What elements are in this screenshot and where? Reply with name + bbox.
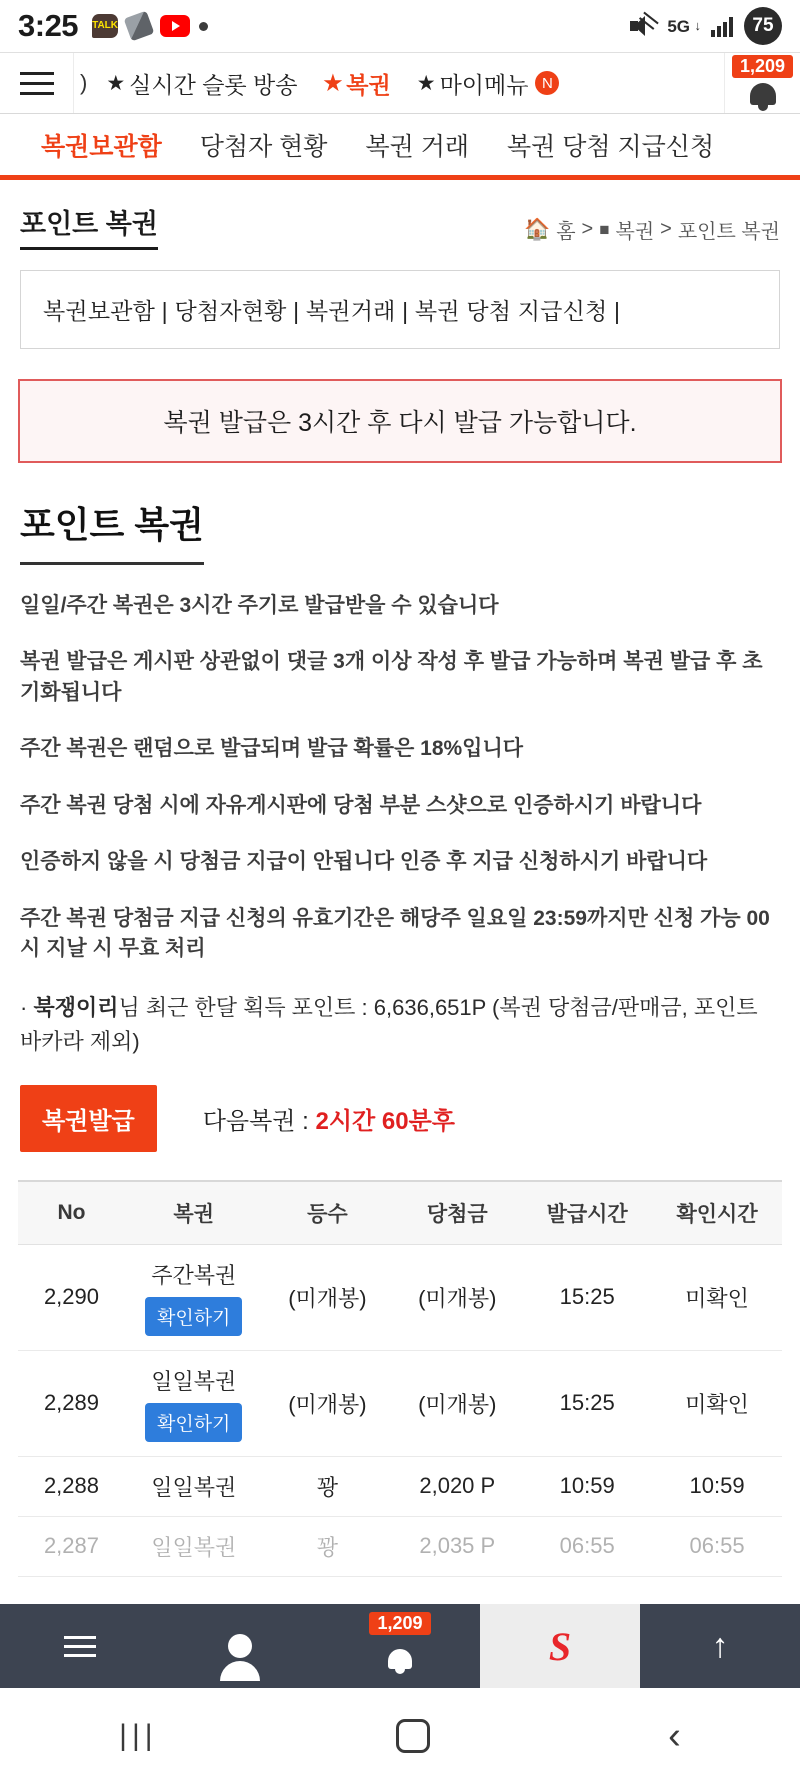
next-lottery-info (203, 1101, 455, 1136)
notice-item: 복권 발급은 게시판 상관없이 댓글 3개 이상 작성 후 발급 가능하며 복권 발급 후 초기화됩니다 (20, 650, 763, 704)
cell-issued: 15:25 (522, 1244, 652, 1350)
cell-lottery: 일일복권 (125, 1516, 263, 1576)
bullet-icon: · (20, 994, 28, 1020)
bottom-alarm-button[interactable] (320, 1604, 480, 1688)
cell-checked: 미확인 (652, 1350, 782, 1456)
mute-icon (628, 14, 656, 38)
youtube-icon (160, 15, 190, 37)
top-nav-scroller[interactable] (74, 53, 724, 113)
table-row[interactable] (18, 1244, 782, 1350)
cell-no: 2,288 (18, 1456, 125, 1516)
battery-icon: 75 (744, 7, 782, 45)
android-navigation-bar (0, 1688, 800, 1784)
issue-lottery-button[interactable]: 복권발급 (20, 1085, 157, 1152)
user-nickname: 북쟁이리 (33, 994, 119, 1020)
cell-issued: 15:25 (522, 1350, 652, 1456)
cell-rank: 꽝 (262, 1456, 392, 1516)
bottom-menu-button[interactable] (0, 1604, 160, 1688)
point-summary-text: 님 최근 한달 획득 포인트 : 6,636,651P (복권 당첨금/판매금, 포인트 바카라 제외) (20, 994, 758, 1054)
check-button[interactable]: 확인하기 (145, 1297, 242, 1336)
cell-lottery (125, 1244, 263, 1350)
point-summary (20, 991, 780, 1059)
person-icon (228, 1634, 252, 1658)
table-header-row (18, 1181, 782, 1245)
col-prize: 당첨금 (392, 1181, 522, 1245)
recent-apps-button[interactable]: ||| (119, 1719, 158, 1752)
cell-no: 2,289 (18, 1350, 125, 1456)
tab-winners[interactable]: 당첨자 현황 (199, 132, 328, 161)
kakaotalk-icon: TALK (92, 14, 118, 38)
breadcrumb-lottery[interactable]: 복권 (615, 221, 655, 243)
sub-tabs (0, 114, 800, 180)
lottery-name: 주간복권 (151, 1262, 237, 1288)
cell-issued: 10:59 (522, 1456, 652, 1516)
home-icon[interactable]: 🏠 (524, 217, 551, 241)
nav-item-lottery[interactable] (310, 67, 403, 100)
tab-lottery-box[interactable]: 복권보관함 (41, 132, 162, 161)
col-issued: 발급시간 (522, 1181, 652, 1245)
new-badge: N (535, 71, 559, 95)
breadcrumb (524, 215, 780, 250)
breadcrumb-sep: > (581, 218, 594, 240)
site-logo-icon: S (548, 1623, 572, 1669)
col-no: No (18, 1181, 125, 1245)
home-square-icon[interactable] (396, 1719, 430, 1753)
notice-item: 일일/주간 복권은 3시간 주기로 발급받을 수 있습니다 (20, 594, 499, 617)
cell-prize: (미개봉) (392, 1350, 522, 1456)
notice-item: 인증하지 않을 시 당첨금 지급이 안됩니다 인증 후 지급 신청하시기 바랍니다 (20, 850, 708, 874)
star-icon: ★ (323, 71, 343, 95)
cell-checked: 미확인 (652, 1244, 782, 1350)
cell-lottery: 일일복권 (125, 1456, 263, 1516)
notification-button[interactable] (724, 53, 800, 113)
notice-list (20, 591, 780, 965)
nav-item-label: 마이메뉴 (439, 71, 529, 98)
nav-item-label: 복권 (346, 71, 391, 98)
bottom-profile-button[interactable] (160, 1604, 320, 1688)
nav-item-live-slot[interactable] (93, 67, 310, 100)
cell-issued: 06:55 (522, 1516, 652, 1576)
next-lottery-label: 다음복권 : (202, 1107, 316, 1135)
cell-prize: (미개봉) (392, 1244, 522, 1350)
arrow-up-icon: ↑ (711, 1627, 729, 1665)
site-top-nav (0, 52, 800, 114)
cell-no: 2,290 (18, 1244, 125, 1350)
status-right-icons (628, 7, 782, 45)
star-icon: ★ (416, 71, 436, 95)
square-icon: ■ (599, 219, 610, 239)
cell-rank: (미개봉) (262, 1350, 392, 1456)
breadcrumb-home[interactable]: 홈 (556, 221, 576, 243)
nav-item-mymenu[interactable] (404, 67, 573, 100)
page-title: 포인트 복권 (20, 202, 158, 250)
page-header (0, 180, 800, 264)
issue-cooldown-alert: 복권 발급은 3시간 후 다시 발급 가능합니다. (18, 379, 782, 463)
signal-icon (711, 15, 733, 37)
lottery-name: 일일복권 (151, 1368, 237, 1394)
bell-icon (750, 83, 776, 105)
cell-lottery (125, 1350, 263, 1456)
breadcrumb-current: 포인트 복권 (677, 221, 780, 243)
nav-item-label: 실시간 슬롯 방송 (129, 71, 298, 98)
status-clock: 3:25 (18, 8, 79, 43)
check-button[interactable]: 확인하기 (145, 1403, 242, 1442)
col-rank: 등수 (262, 1181, 392, 1245)
cell-checked: 10:59 (652, 1456, 782, 1516)
nav-item-partial[interactable]: ) (80, 70, 88, 95)
scroll-top-button[interactable] (640, 1604, 800, 1688)
next-lottery-time: 2시간 60분후 (315, 1107, 455, 1135)
cell-rank: (미개봉) (262, 1244, 392, 1350)
notice-item: 주간 복권은 랜덤으로 발급되며 발급 확률은 18%입니다 (20, 737, 524, 761)
cell-no: 2,287 (18, 1516, 125, 1576)
page-content (0, 180, 800, 1784)
tab-payout-request[interactable]: 복권 당첨 지급신청 (507, 132, 715, 161)
status-left-icons (92, 14, 208, 38)
table-row[interactable] (18, 1516, 782, 1576)
col-lottery: 복권 (125, 1181, 263, 1245)
section-title: 포인트 복권 (20, 497, 204, 565)
cell-checked: 06:55 (652, 1516, 782, 1576)
tab-lottery-trade[interactable]: 복권 거래 (365, 132, 470, 161)
table-row[interactable] (18, 1350, 782, 1456)
bottom-toolbar (0, 1604, 800, 1688)
alarm-count: 1,209 (369, 1612, 430, 1635)
notification-count: 1,209 (732, 55, 793, 78)
breadcrumb-sep: > (660, 218, 672, 240)
pen-icon (124, 11, 155, 42)
star-icon: ★ (106, 71, 126, 95)
dot-icon (199, 22, 208, 31)
status-bar (0, 0, 800, 52)
issue-row (20, 1085, 780, 1152)
col-checked: 확인시간 (652, 1181, 782, 1245)
notice-item: 주간 복권 당첨 시에 자유게시판에 당첨 부분 스샷으로 인증하시기 바랍니다 (20, 793, 702, 817)
cell-prize: 2,020 P (392, 1456, 522, 1516)
5g-icon: 5G ↓ (667, 18, 700, 35)
menu-icon[interactable] (0, 53, 74, 113)
cell-rank: 꽝 (262, 1516, 392, 1576)
notice-item: 주간 복권 당첨금 지급 신청의 유효기간은 해당주 일요일 23:59까지만 신청 가능 00시 지날 시 무효 처리 (20, 906, 770, 961)
cell-prize: 2,035 P (392, 1516, 522, 1576)
lottery-table (18, 1180, 782, 1577)
quick-link-bar[interactable]: 복권보관함 | 당첨자현황 | 복권거래 | 복권 당첨 지급신청 | (20, 270, 780, 349)
table-row[interactable] (18, 1456, 782, 1516)
bottom-logo-button[interactable] (480, 1604, 640, 1688)
back-button[interactable]: ‹ (668, 1715, 681, 1757)
hamburger-icon (64, 1636, 96, 1657)
bell-icon (388, 1649, 412, 1669)
